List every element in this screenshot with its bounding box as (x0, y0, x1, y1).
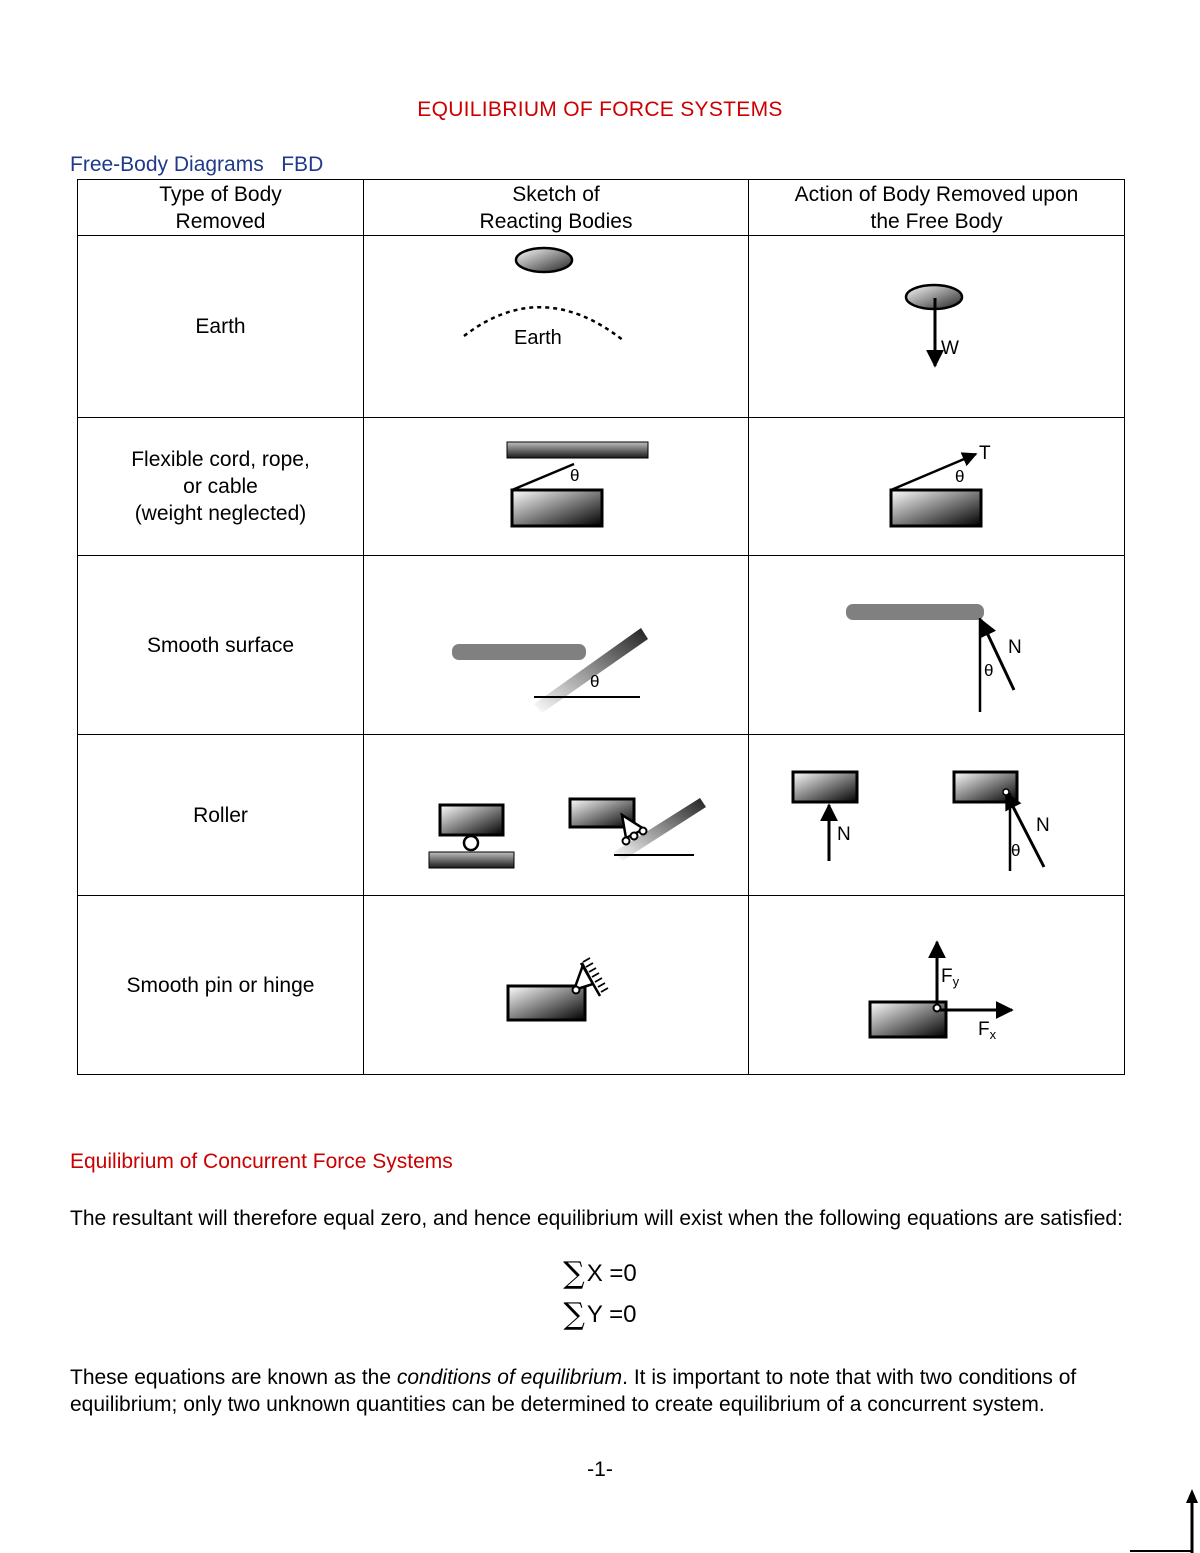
pin-point (934, 1005, 941, 1012)
beam (452, 644, 586, 660)
equation-sum-y: ∑Y =0 (563, 1297, 637, 1332)
table-row (78, 418, 1125, 556)
header-sketch: Sketch of Reacting Bodies (364, 180, 749, 236)
page-title: EQUILIBRIUM OF FORCE SYSTEMS (417, 98, 783, 121)
angle-label: θ (1011, 841, 1021, 860)
table-row (78, 896, 1125, 1075)
weight-label: W (941, 338, 959, 359)
roller-wheel (464, 836, 478, 850)
roller-wheel (623, 838, 630, 845)
beam (846, 604, 984, 620)
page-number: -1- (587, 1458, 613, 1481)
block (440, 805, 503, 835)
block (891, 490, 981, 526)
paragraph-conditions: These equations are known as the conditions of equilibrium. It is important to note that with two conditions of equilibrium; only two unknown quantities can be determined to create equilibrium of a concurrent system. (70, 1366, 1077, 1416)
normal-label-right: N (1036, 815, 1050, 836)
sketch-roller (364, 735, 749, 896)
block (793, 772, 857, 802)
action-earth (749, 236, 1125, 418)
section-subtitle: Free-Body Diagrams FBD (70, 153, 324, 176)
incline-bar (534, 628, 648, 713)
block (512, 490, 602, 526)
fy-label: $F_y$ (941, 966, 960, 989)
sketch-cord (364, 418, 749, 556)
hinge-pin (573, 987, 580, 994)
sketch-earth (364, 236, 749, 418)
table-row (78, 735, 1125, 896)
roller-contact (1003, 789, 1009, 795)
angle-label: θ (590, 672, 600, 691)
angle-label: θ (955, 467, 965, 486)
action-smooth (749, 556, 1125, 735)
roller-wheel (640, 828, 647, 835)
fx-label: $F_x$ (978, 1019, 997, 1042)
section-heading: Equilibrium of Concurrent Force Systems (70, 1150, 453, 1173)
row-type-smooth: Smooth surface (78, 556, 364, 735)
angle-label: θ (984, 661, 994, 680)
action-roller (749, 735, 1125, 896)
action-cord (749, 418, 1125, 556)
corner-mark (1120, 1475, 1200, 1553)
ceiling-bar (507, 442, 648, 458)
angle-label: θ (570, 466, 580, 485)
earth-label: Earth (514, 327, 562, 349)
normal-label: N (1008, 637, 1022, 658)
normal-label-left: N (837, 824, 851, 845)
cord-line (512, 464, 574, 490)
sketch-smooth (364, 556, 749, 735)
tension-label: T (979, 443, 991, 464)
sketch-pin (364, 896, 749, 1075)
table-header-row (78, 180, 1125, 236)
action-pin (749, 896, 1125, 1075)
header-action: Action of Body Removed upon the Free Body (749, 180, 1125, 236)
row-type-pin: Smooth pin or hinge (78, 896, 364, 1075)
row-type-cord: Flexible cord, rope, or cable (weight neglected) (78, 418, 364, 556)
fbd-table (77, 179, 1125, 1075)
paragraph-intro: The resultant will therefore equal zero, and hence equilibrium will exist when the following equations are satisfied: (70, 1207, 1123, 1230)
row-type-roller: Roller (78, 735, 364, 896)
equation-sum-x: ∑X =0 (563, 1256, 637, 1291)
table-row (78, 236, 1125, 418)
table-row (78, 556, 1125, 735)
row-type-earth: Earth (78, 236, 364, 418)
header-type: Type of Body Removed (78, 180, 364, 236)
roller-wheel (631, 833, 638, 840)
ground-bar (429, 852, 514, 868)
body-ellipse (516, 248, 572, 272)
